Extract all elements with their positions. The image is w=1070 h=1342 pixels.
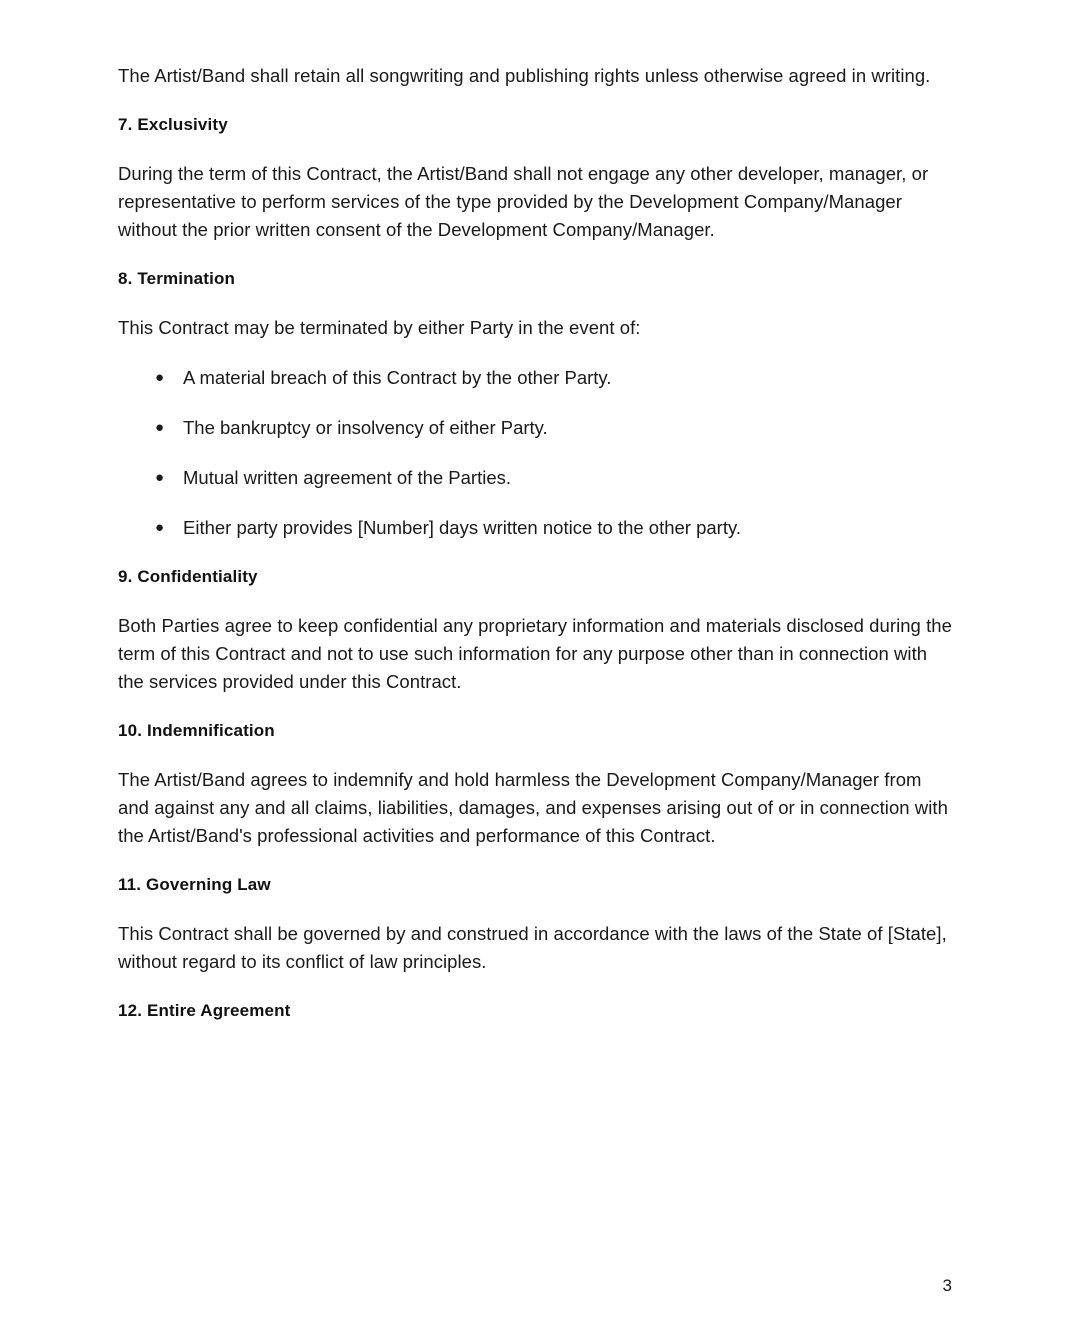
paragraph-exclusivity-body: During the term of this Contract, the Artist/Band shall not engage any other developer, manager, or representative to perform services of the type provided by the Development Company/Manager without the prior written consent of the Development Company/Manager. (118, 163, 929, 240)
heading-termination: 8. Termination (118, 269, 236, 288)
list-item-label: A material breach of this Contract by the other Party. (183, 367, 612, 388)
page-number: 3 (942, 1276, 952, 1295)
heading-indemnification: 10. Indemnification (118, 721, 275, 740)
list-item (118, 414, 952, 442)
heading-governing-law: 11. Governing Law (118, 875, 271, 894)
list-item (118, 514, 952, 542)
bullet-icon: ● (155, 369, 165, 386)
list-item-label: Either party provides [Number] days written notice to the other party. (183, 517, 741, 538)
list-item-label: The bankruptcy or insolvency of either Party. (183, 417, 548, 438)
heading-confidentiality: 9. Confidentiality (118, 567, 258, 586)
paragraph-songwriting-rights: The Artist/Band shall retain all songwriting and publishing rights unless otherwise agreed in writing. (118, 65, 931, 86)
paragraph-termination-intro: This Contract may be terminated by either Party in the event of: (118, 317, 641, 338)
paragraph-confidentiality-body: Both Parties agree to keep confidential any proprietary information and materials disclosed during the term of this Contract and not to use such information for any purpose other than in connection with the services provided under this Contract. (118, 615, 952, 692)
list-item-label: Mutual written agreement of the Parties. (183, 467, 512, 488)
bullet-icon: ● (155, 519, 165, 536)
bullet-icon: ● (155, 419, 165, 436)
document-body (118, 62, 952, 1046)
paragraph-indemnification-body: The Artist/Band agrees to indemnify and hold harmless the Development Company/Manager from and against any and all claims, liabilities, damages, and expenses arising out of or in connection with the Artist/Band's professional activities and performance of this Contract. (118, 769, 948, 846)
heading-entire-agreement: 12. Entire Agreement (118, 1001, 291, 1020)
bullet-icon: ● (155, 469, 165, 486)
list-termination-conditions (118, 364, 952, 542)
paragraph-governing-law-body: This Contract shall be governed by and construed in accordance with the laws of the State of [State], without regard to its conflict of law principles. (118, 923, 947, 972)
heading-exclusivity: 7. Exclusivity (118, 115, 228, 134)
list-item (118, 364, 952, 392)
list-item (118, 464, 952, 492)
